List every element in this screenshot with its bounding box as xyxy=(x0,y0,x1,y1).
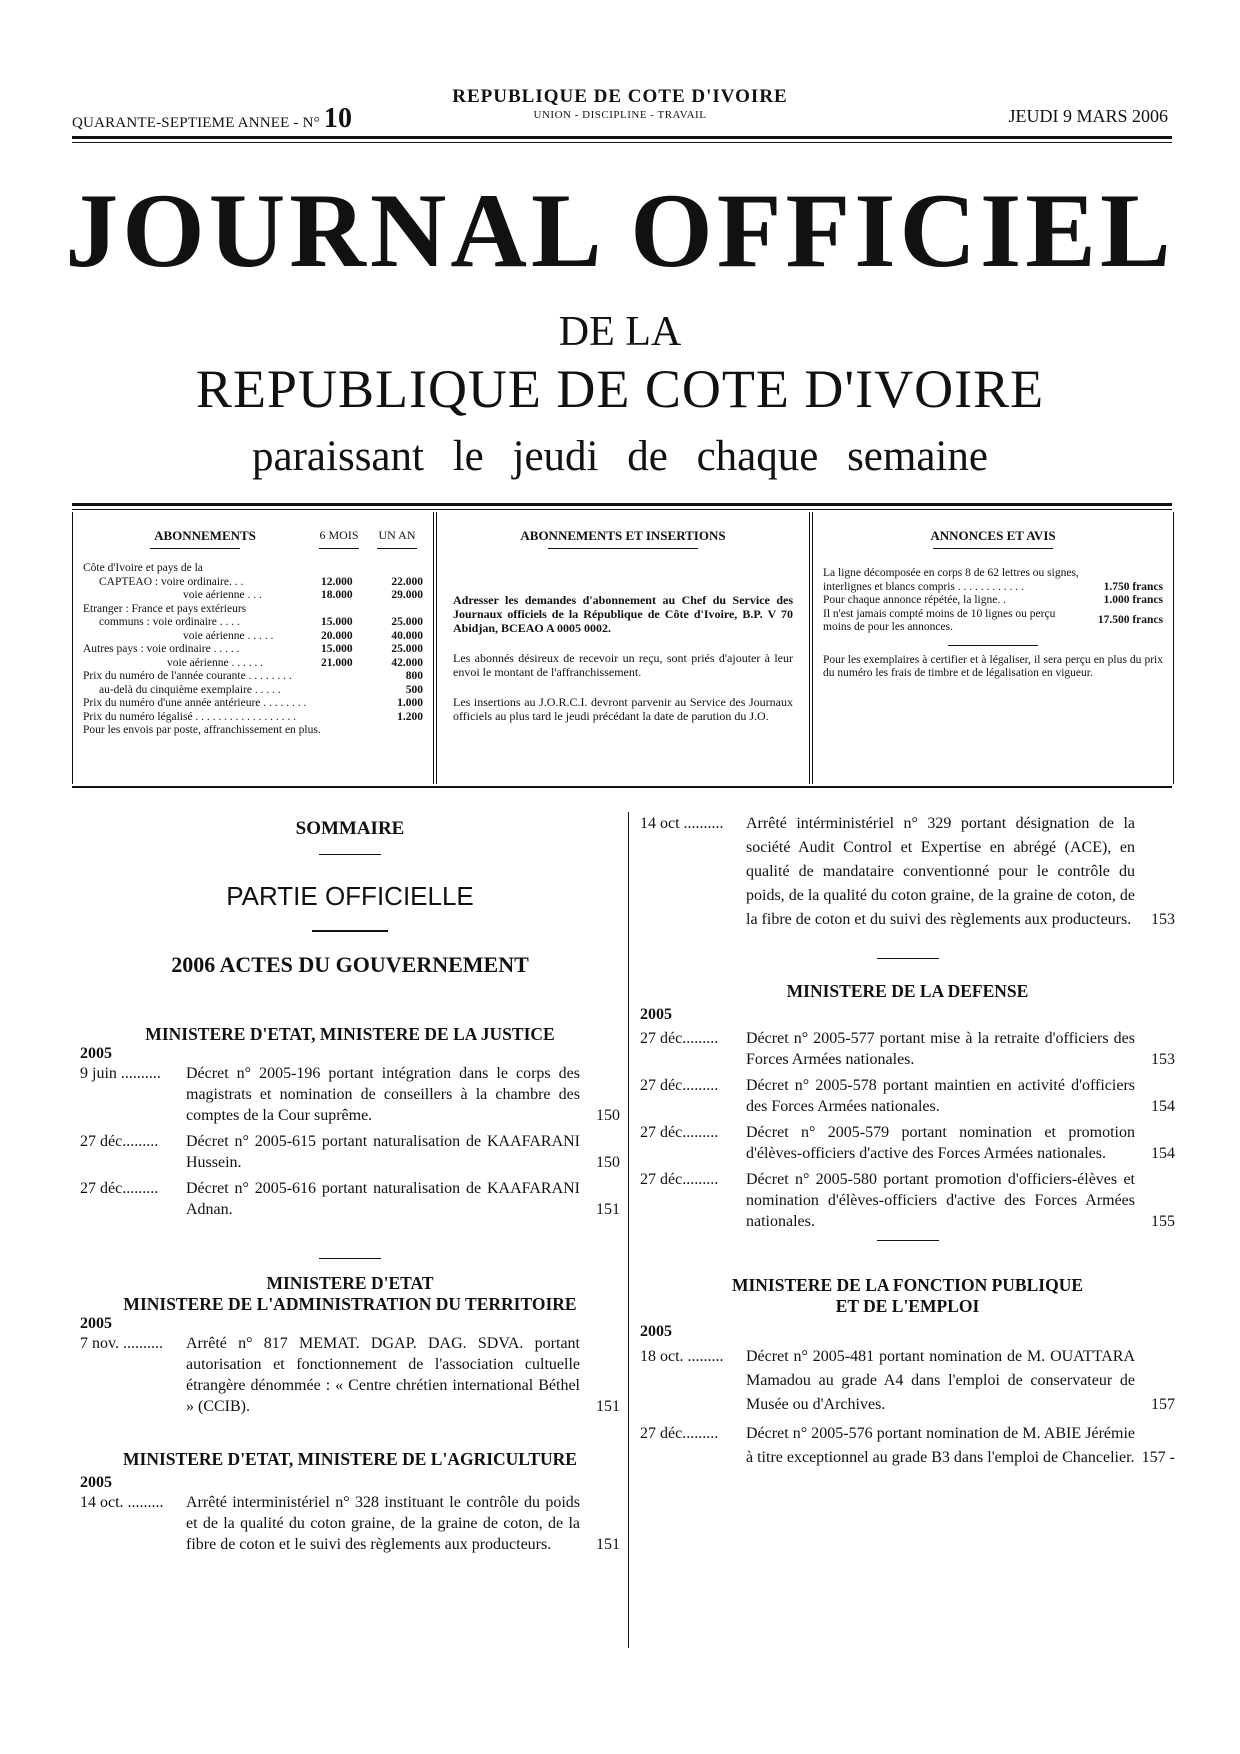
abonnements-col-6mois: 6 MOIS xyxy=(319,528,359,542)
insertions-p2: Les abonnés désireux de recevoir un reçu, sont priés d'ajouter à leur envoi le montant de l'affranchissement. xyxy=(453,651,793,679)
annonce-row: Pour chaque annonce répétée, la ligne. . 1.000 francs xyxy=(823,594,1163,606)
abo-row: Prix du numéro de l'année courante . . . . . . . . 800 xyxy=(83,670,423,682)
justice-sep xyxy=(319,1258,381,1259)
journal-title: JOURNAL OFFICIEL xyxy=(65,172,1175,289)
abonnements-table xyxy=(73,562,433,738)
sommaire-entry: 27 déc......... Décret n° 2005-580 portant promotion d'officiers-élèves et nomination d'élèves-officiers d'active des Forces Armées nationales. 155 xyxy=(640,1171,1175,1230)
insertions-title: ABONNEMENTS ET INSERTIONS xyxy=(520,528,726,543)
annonces-box xyxy=(812,512,1174,784)
insertions-box xyxy=(436,512,810,784)
header-republique: REPUBLIQUE DE COTE D'IVOIRE xyxy=(452,86,788,107)
header-devise: UNION - DISCIPLINE - TRAVAIL xyxy=(533,109,707,121)
abonnements-title: ABONNEMENTS xyxy=(154,528,256,543)
abonnements-col-unan: UN AN xyxy=(378,528,416,542)
defense-sep xyxy=(877,1240,939,1241)
sommaire-entry: 14 oct .......... Arrêté intérministériel n° 329 portant désignation de la société Audit Control et Expertise en abrégé (ACE), en qualité de mandataire conventionné pour le contrôle du poids, de la qualité du coton graine, de la graine de coton, de la fibre de coton et du suivi des règlements aux producteurs. 153 xyxy=(640,815,1175,928)
annonce-legalisation: Pour les exemplaires à certifier et à légaliser, il sera perçu en plus du prix du numéro les frais de timbre et de légalisation en vigueur. xyxy=(823,653,1163,679)
masthead-de-la: DE LA xyxy=(558,309,682,355)
year: 2005 xyxy=(80,1045,112,1062)
insertions-p1: Adresser les demandes d'abonnement au Chef du Service des Journaux officiels de la République de Côte d'Ivoire, B.P. V 70 Abidjan, BCEAO A 0005 0002. xyxy=(453,593,793,635)
header-rule-thin xyxy=(72,142,1172,143)
issue-date: JEUDI 9 MARS 2006 xyxy=(1008,106,1168,126)
ministere-fonction-1: MINISTERE DE LA FONCTION PUBLIQUE xyxy=(731,1275,1084,1295)
box-top-rule-thin xyxy=(72,509,1172,510)
ministere-territoire-1: MINISTERE D'ETAT xyxy=(266,1273,434,1293)
abo-row: CAPTEAO : voire ordinaire. . . 12.000 22.000 xyxy=(99,575,423,588)
annonces-body xyxy=(813,567,1173,681)
annonce-row: La ligne décomposée en corps 8 de 62 lettres ou signes, interlignes et blancs compris . . . . . . . . . . . . 1.750 francs xyxy=(823,567,1163,593)
sommaire-title: SOMMAIRE xyxy=(295,818,405,839)
box-top-rule xyxy=(72,503,1172,506)
masthead-parution: paraissant le jeudi de chaque semaine xyxy=(252,433,988,480)
abo-row: communs : voie ordinaire . . . . 15.000 25.000 xyxy=(99,616,423,628)
abonnements-dashes xyxy=(73,544,433,549)
abo-row: Prix du numéro légalisé . . . . . . . . . . . . . . . . . . 1.200 xyxy=(83,710,423,723)
issue-year-label: QUARANTE-SEPTIEME ANNEE - N° xyxy=(72,115,320,131)
year: 2005 xyxy=(640,1323,672,1340)
header-rule xyxy=(72,136,1172,139)
sommaire-entry: 27 déc......... Décret n° 2005-577 portant mise à la retraite d'officiers des Forces Armées nationales. 153 xyxy=(640,1030,1175,1068)
abo-row: au-delà du cinquième exemplaire . . . . . 500 xyxy=(99,683,423,696)
actes-title: 2006 ACTES DU GOUVERNEMENT xyxy=(171,952,529,977)
masthead-country: REPUBLIQUE DE COTE D'IVOIRE xyxy=(195,359,1045,419)
sommaire-sep xyxy=(319,854,381,855)
abonnements-header xyxy=(73,528,433,544)
sommaire-entry: 27 déc......... Décret n° 2005-615 portant naturalisation de KAAFARANI Hussein. 150 xyxy=(80,1133,620,1171)
abo-envois: Pour les envois par poste, affranchissement en plus. xyxy=(83,724,321,736)
annonce-row: Il n'est jamais compté moins de 10 lignes ou perçu moins de pour les annonces. 17.500 francs xyxy=(823,607,1163,633)
sommaire-entry: 14 oct. ......... Arrêté interministériel n° 328 instituant le contrôle du poids et de la qualité du coton graine, de la graine de coton, de la fibre de coton et le suivi des règlements aux producteurs. 151 xyxy=(80,1494,620,1553)
abo-row: voie aérienne . . . . . 20.000 40.000 xyxy=(183,629,423,642)
sommaire-right-column xyxy=(640,812,1175,1470)
partie-officielle: PARTIE OFFICIELLE xyxy=(226,881,474,911)
sommaire-entry: 18 oct. ......... Décret n° 2005-481 portant nomination de M. OUATTARA Mamadou au grade A4 dans l'emploi de conservateur de Musée ou d'Archives. 157 xyxy=(640,1348,1175,1413)
abo-cote-label: Côte d'Ivoire et pays de la xyxy=(83,562,203,574)
insertions-body xyxy=(437,593,809,723)
annonces-dash-2 xyxy=(948,645,1038,646)
insertions-dash xyxy=(548,548,698,549)
partie-sep xyxy=(312,930,388,932)
ministere-defense: MINISTERE DE LA DEFENSE xyxy=(786,981,1029,1001)
abo-row: voie aérienne . . . 18.000 29.000 xyxy=(183,589,423,601)
abo-etranger-label: Etranger : France et pays extérieurs xyxy=(83,602,247,615)
year: 2005 xyxy=(80,1474,112,1491)
insertions-p3: Les insertions au J.O.R.C.I. devront parvenir au Service des Journaux officiels au plus tard le jeudi précédant la date de parution du J.O. xyxy=(453,695,793,723)
sommaire-entry: 27 déc......... Décret n° 2005-579 portant nomination et promotion d'élèves-officiers d'active des Forces Armées nationales. 154 xyxy=(640,1124,1175,1162)
year: 2005 xyxy=(640,1006,672,1023)
sommaire-entry: 27 déc......... Décret n° 2005-616 portant naturalisation de KAAFARANI Adnan. 151 xyxy=(80,1180,620,1218)
sommaire-entry: 27 déc......... Décret n° 2005-576 portant nomination de M. ABIE Jérémie à titre exceptionnel au grade B3 dans l'emploi de Chancelier. 157 - xyxy=(640,1425,1175,1466)
box-bottom-rule xyxy=(72,786,1172,788)
sommaire-left-column xyxy=(80,818,620,1555)
sommaire-entry: 9 juin .......... Décret n° 2005-196 portant intégration dans le corps des magistrats et nomination de conseillers à la chambre des comptes de la Cour suprême. 150 xyxy=(80,1065,620,1124)
ministere-agriculture: MINISTERE D'ETAT, MINISTERE DE L'AGRICULTURE xyxy=(123,1449,577,1469)
abonnements-box xyxy=(72,512,434,784)
year: 2005 xyxy=(80,1315,112,1332)
annonces-title: ANNONCES ET AVIS xyxy=(930,528,1056,543)
agriculture-sep xyxy=(877,958,939,959)
issue-no: 10 xyxy=(323,103,353,134)
abo-row: voie aérienne . . . . . . 21.000 42.000 xyxy=(167,656,423,669)
sommaire-entry: 7 nov. .......... Arrêté n° 817 MEMAT. DGAP. DAG. SDVA. portant autorisation et fonctionnement de l'association cultuelle étrangère dénommée : « Centre chrétien international Béthel » (CCIB). 151 xyxy=(80,1335,620,1415)
column-divider xyxy=(628,812,629,1648)
sommaire-entry: 27 déc......... Décret n° 2005-578 portant maintien en activité d'officiers des Forces Armées nationales. 154 xyxy=(640,1077,1175,1115)
annonces-dash xyxy=(933,548,1053,549)
ministere-justice: MINISTERE D'ETAT, MINISTERE DE LA JUSTICE xyxy=(145,1024,555,1044)
ministere-fonction-2: ET DE L'EMPLOI xyxy=(835,1296,980,1316)
ministere-territoire-2: MINISTERE DE L'ADMINISTRATION DU TERRITOIRE xyxy=(123,1294,577,1314)
abo-row: Prix du numéro d'une année antérieure . . . . . . . . 1.000 xyxy=(83,697,423,709)
abo-row: Autres pays : voie ordinaire . . . . . 15.000 25.000 xyxy=(83,643,423,655)
